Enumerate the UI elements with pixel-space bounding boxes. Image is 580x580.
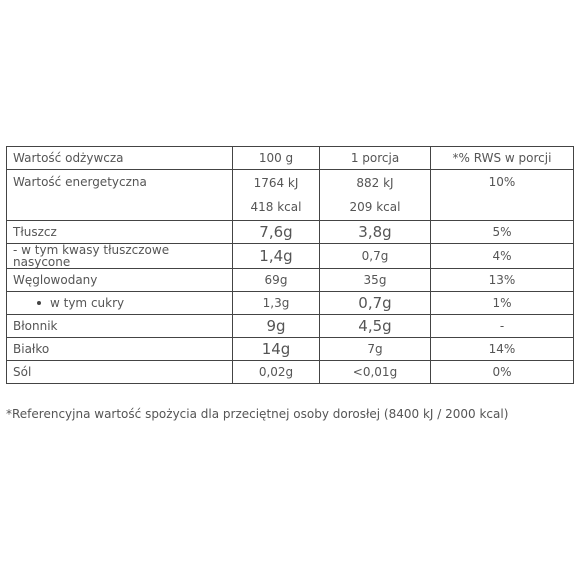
row-rws: 4% (431, 244, 574, 269)
row-label: - w tym kwasy tłuszczowe nasycone (7, 244, 233, 269)
table-row (7, 269, 574, 292)
energy-portion (320, 170, 431, 221)
row-per100: 9g (233, 315, 320, 338)
row-per100: 1,4g (233, 244, 320, 269)
nutrition-table (6, 146, 574, 384)
row-rws: 0% (431, 361, 574, 384)
header-per100: 100 g (233, 147, 320, 170)
row-label: Białko (7, 338, 233, 361)
table-row (7, 292, 574, 315)
header-portion: 1 porcja (320, 147, 431, 170)
row-label: Tłuszcz (7, 221, 233, 244)
row-portion: 35g (320, 269, 431, 292)
header-row (7, 147, 574, 170)
row-rws: 1% (431, 292, 574, 315)
row-per100: 0,02g (233, 361, 320, 384)
row-portion: 0,7g (320, 244, 431, 269)
row-portion: 7g (320, 338, 431, 361)
row-portion: <0,01g (320, 361, 431, 384)
row-per100: 7,6g (233, 221, 320, 244)
table-row (7, 338, 574, 361)
energy-per100-kj: 1764 kJ (253, 176, 299, 190)
table-row (7, 361, 574, 384)
bullet-icon (37, 301, 41, 305)
energy-rws: 10% (431, 170, 574, 221)
row-portion: 4,5g (320, 315, 431, 338)
row-per100: 69g (233, 269, 320, 292)
row-rws: 5% (431, 221, 574, 244)
row-rws: - (431, 315, 574, 338)
row-rws: 14% (431, 338, 574, 361)
row-portion: 0,7g (320, 292, 431, 315)
table-row (7, 315, 574, 338)
energy-portion-kj: 882 kJ (356, 176, 394, 190)
energy-portion-kcal: 209 kcal (349, 200, 401, 214)
row-label: Błonnik (7, 315, 233, 338)
table-row (7, 244, 574, 269)
row-rws: 13% (431, 269, 574, 292)
energy-row (7, 170, 574, 221)
header-rws: *% RWS w porcji (431, 147, 574, 170)
row-per100: 14g (233, 338, 320, 361)
energy-per100 (233, 170, 320, 221)
footnote: *Referencyjna wartość spożycia dla przeciętnej osoby dorosłej (8400 kJ / 2000 kcal) (6, 407, 509, 421)
row-label-sub (7, 292, 233, 315)
row-portion: 3,8g (320, 221, 431, 244)
table-row (7, 221, 574, 244)
header-nutrient: Wartość odżywcza (7, 147, 233, 170)
row-per100: 1,3g (233, 292, 320, 315)
row-label: Sól (7, 361, 233, 384)
energy-label: Wartość energetyczna (7, 170, 233, 221)
row-label: Węglowodany (7, 269, 233, 292)
energy-per100-kcal: 418 kcal (250, 200, 302, 214)
row-label: w tym cukry (50, 296, 125, 310)
